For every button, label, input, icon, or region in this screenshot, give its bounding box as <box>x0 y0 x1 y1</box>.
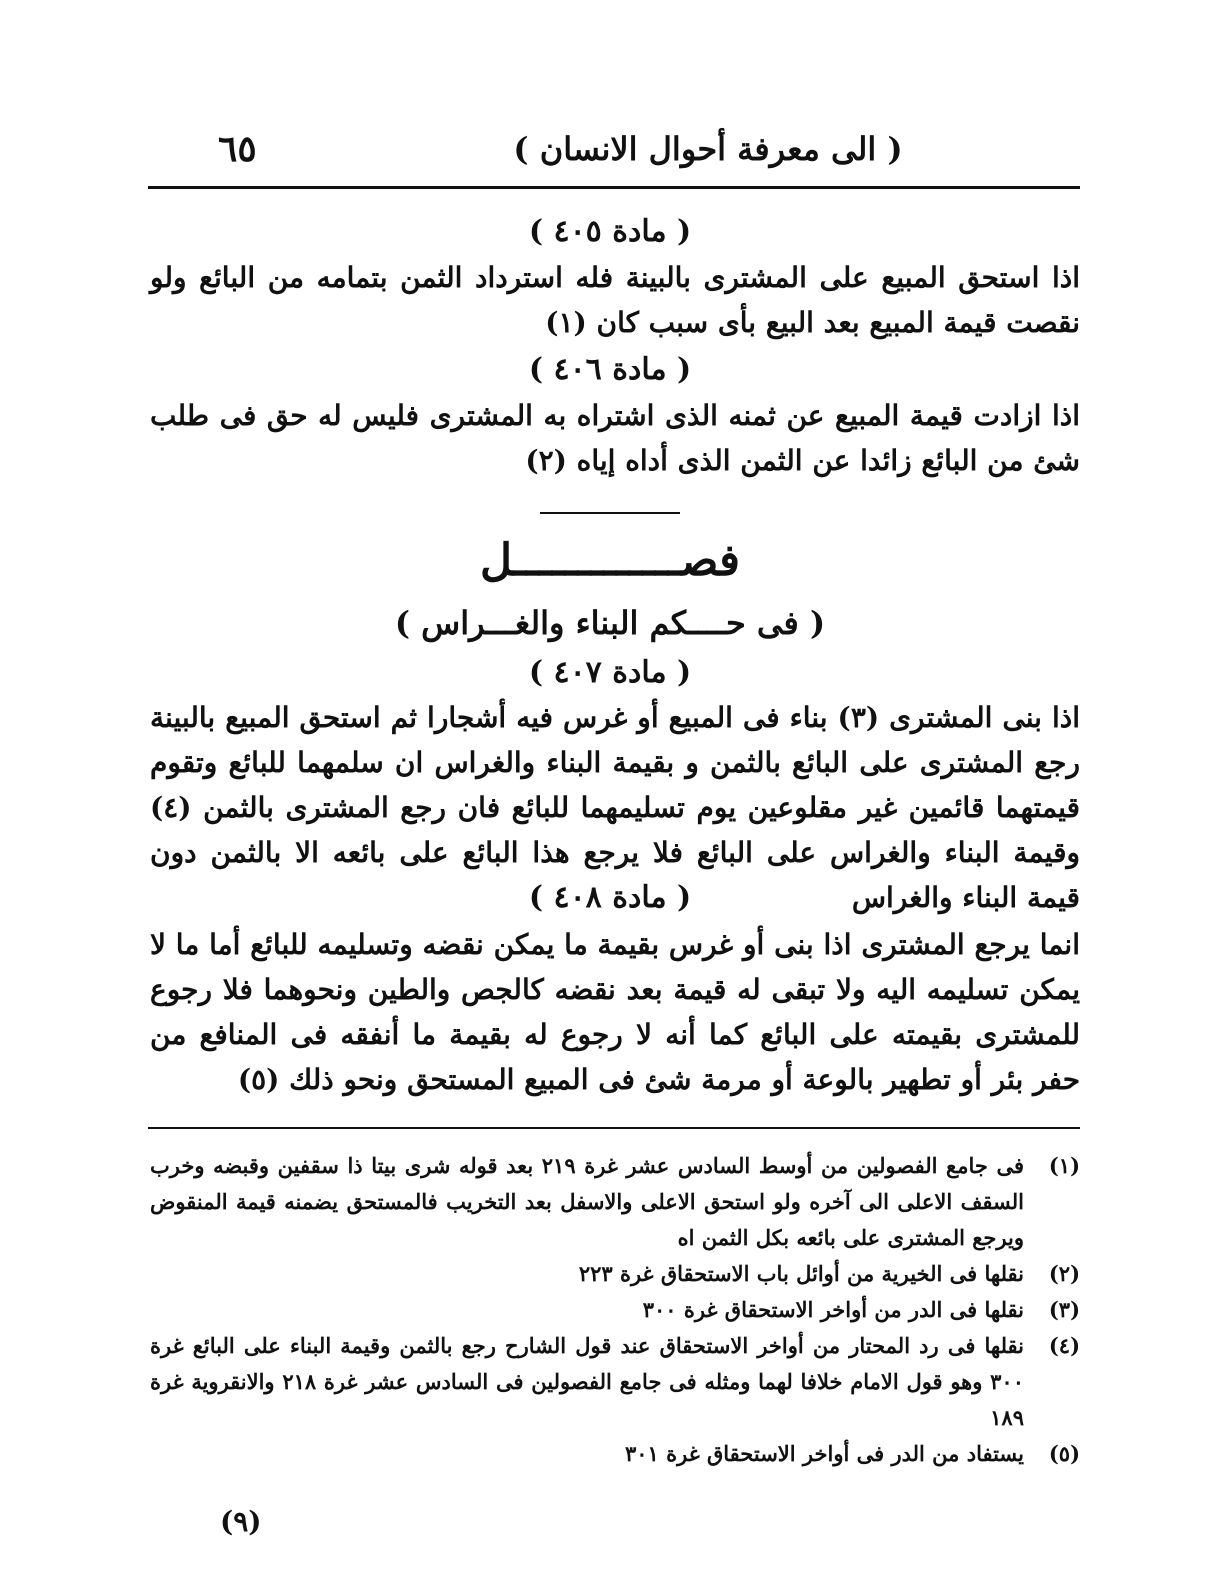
section-subtitle: ( فى حــــكم البناء والغـــراس ) <box>394 604 826 642</box>
article-405-text: اذا استحق المبيع على المشترى بالبينة فله استرداد الثمن بتمامه من البائع ولو نقصت قيمة المبيع بعد البيع بأى سبب كان (١) <box>150 261 1080 339</box>
page-header <box>148 120 1078 180</box>
article-407-text: اذا بنى المشترى (٣) بناء فى المبيع أو غرس فيه أشجارا ثم استحق المبيع بالبينة رجع المشترى على البائع بالثمن و بقيمة البناء والغراس ان سلمهما للبائع وتقوم قيمتهما قائمين غير مقلوعين يوم تسليمهما للبائع فان رجع المشترى بالثمن (٤) وقيمة البناء والغراس على البائع فلا يرجع هذا البائع على بائعه الا بالثمن دون قيمة البناء والغراس <box>150 701 1080 914</box>
footnote-1 <box>150 1148 1080 1256</box>
footnotes-rule <box>148 1127 1080 1129</box>
footnote-text: نقلها فى رد المحتار من أواخر الاستحقاق عند قول الشارح رجع بالثمن وقيمة البناء على البائع غرة ٣٠٠ وهو قول الامام خلافا لهما ومثله فى جامع الفصولين فى السادس عشر غرة ٢١٨ والانقروية غرة ١٨٩ <box>150 1333 1024 1430</box>
footnote-text: نقلها فى الدر من أواخر الاستحقاق غرة ٣٠٠ <box>642 1297 1024 1322</box>
footnote-2 <box>150 1256 1080 1292</box>
footnotes <box>150 1148 1080 1472</box>
footnote-5 <box>150 1436 1080 1472</box>
footnote-4 <box>150 1328 1080 1436</box>
footnote-mark: (١) <box>1048 1153 1080 1178</box>
footnote-mark: (٢) <box>1048 1261 1080 1286</box>
footnote-mark: (٤) <box>1048 1333 1080 1358</box>
header-rule <box>148 186 1080 189</box>
page-number: ٦٥ <box>218 128 257 170</box>
footnote-text: نقلها فى الخيرية من أوائل باب الاستحقاق غرة ٢٢٣ <box>578 1261 1024 1286</box>
footnote-3 <box>150 1292 1080 1328</box>
footnote-text: يستفاد من الدر فى أواخر الاستحقاق غرة ٣٠١ <box>624 1441 1024 1466</box>
article-406-text: اذا ازادت قيمة المبيع عن ثمنه الذى اشتراه به المشترى فليس له حق فى طلب شئ من البائع زائدا عن الثمن الذى أداه إياه (٢) <box>150 399 1080 477</box>
signature-mark: (٩) <box>220 1505 262 1538</box>
footnote-text: فى جامع الفصولين من أوسط السادس عشر غرة ٢١٩ بعد قوله شرى بيتا ذا سقفين وقبضه وخرب السقف الاعلى الى آخره ولو استحق الاعلى والاسفل بعد التخريب فالمستحق يضمنه قيمة المنقوض ويرجع المشترى على بائعه بكل الثمن اه <box>150 1153 1024 1250</box>
article-407-heading: ( مادة ٤٠٧ ) <box>528 655 692 690</box>
article-408-text: انما يرجع المشترى اذا بنى أو غرس بقيمة ما يمكن نقضه وتسليمه للبائع أما ما لا يمكن تسليمه اليه ولا تبقى له قيمة بعد نقضه كالجص والطين ونحوهما فلا رجوع للمشترى بقيمته على البائع كما أنه لا رجوع له بقيمة ما أنفقه فى المنافع من حفر بئر أو تطهير بالوعة أو مرمة شئ فى المبيع المستحق ونحو ذلك (٥) <box>150 928 1080 1096</box>
section-title: فصـــــــــــــل <box>479 535 741 586</box>
footnote-mark: (٣) <box>1048 1297 1080 1322</box>
article-405-heading: ( مادة ٤٠٥ ) <box>528 214 692 249</box>
article-406-heading: ( مادة ٤٠٦ ) <box>528 352 692 387</box>
article-408-heading: ( مادة ٤٠٨ ) <box>528 880 692 915</box>
footnote-mark: (٥) <box>1048 1441 1080 1466</box>
section-divider <box>540 512 680 514</box>
running-title: ( الى معرفة أحوال الانسان ) <box>513 130 903 168</box>
